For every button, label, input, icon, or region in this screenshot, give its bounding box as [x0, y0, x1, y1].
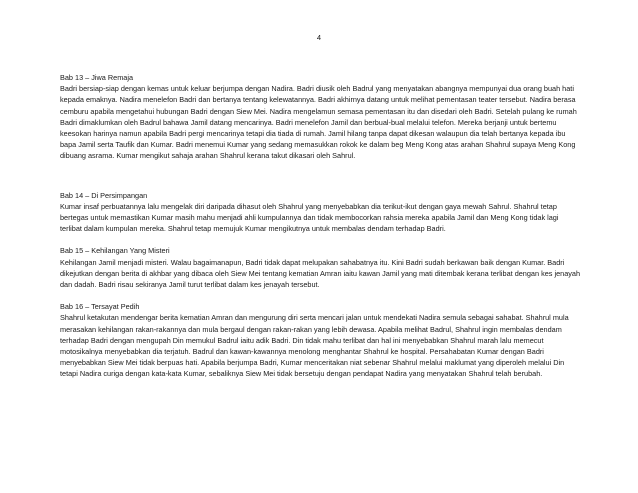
chapter-13-summary: Badri bersiap-siap dengan kemas untuk keluar berjumpa dengan Nadira. Badri diusik oleh Badrul yang menyatakan abangnya mempunyai dua orang buah hati kepada emaknya. Nadira menelefon Badri dan bertanya tentang kelewatannya. Badri akhirnya datang untuk melihat pementasan teater tersebut. Nadira berasa cemburu apabila mengetahui hubungan Badri dengan Siew Mei. Nadira mengelamun semasa pementasan itu dan disedari oleh Badri. Setelah pulang ke rumah Badri dimaklumkan oleh Badrul bahawa Jamil datang mencarinya. Badri menelefon Jamil dan berbual-bual melalui telefon. Mereka berjanji untuk bertemu keesokan harinya namun apabila Badri pergi mencarinya tetapi dia tiada di rumah. Jamil hilang tanpa dapat dikesan walaupun dia telah bertanya kepada ibu bapa Jamil serta Taufik dan Kumar. Badri menemui Kumar yang sedang memasukkan rokok ke dalam beg Meng Kong atas arahan Shahrul supaya Meng Kong dibuang asrama. Kumar mengikut sahaja arahan Shahrul kerana takut dikasari oleh Sahrul. — [60, 84, 577, 161]
chapter-15-summary: Kehilangan Jamil menjadi misteri. Walau bagaimanapun, Badri tidak dapat melupakan sahabatnya itu. Kini Badri sudah berkawan baik dengan Kumar. Badri dikejutkan dengan berita di akhbar yang dibaca oleh Siew Mei tentang kematian Amran iaitu kawan Jamil yang mati ditembak kerana terlibat dengan kes jenayah dan dadah. Badri risau sekiranya Jamil turut terlibat dalam kes jenayah tersebut. — [60, 257, 581, 290]
chapter-14-summary: Kumar insaf perbuatannya lalu mengelak diri daripada dihasut oleh Shahrul yang menyebabkan dia terikut-ikut dengan gaya mewah Sahrul. Shahrul tetap bertegas untuk memastikan Kumar masih mahu menjadi ahli kumpulannya dan tidak membocorkan rahsia mereka apabila Jamil dan Meng Kong tidak lagi terlibat dalam kumpulan mereka. Shahrul tetap memujuk Kumar mengikutnya untuk membalas dendam terhadap Badri. — [60, 201, 559, 234]
chapter-14 — [60, 190, 580, 235]
chapter-13-title: Bab 13 – Jiwa Remaja — [60, 73, 134, 82]
document-body — [60, 72, 580, 380]
chapter-16 — [60, 301, 580, 379]
chapter-13 — [60, 72, 580, 162]
chapter-16-summary: Shahrul ketakutan mendengar berita kematian Amran dan mengurung diri serta mencari jalan untuk mendekati Nadira semula sebagai sahabat. Shahrul mula merasakan kehilangan rakan-rakannya dan mula bergaul dengan rakan-rakan yang lebih dewasa. Apabila melihat Badrul, Shahrul ingin membalas dendam terhadap Badri dengan mengupah Din memukul Badrul iaitu adik Badri. Din tidak mahu terlibat dan hal ini menyebabkan Shahrul marah lalu memecut motosikalnya menyebabkan dia terjatuh. Badrul dan kawan-kawannya menolong menghantar Shahrul ke hospital. Persahabatan Kumar dengan Badri menyebabkan Siew Mei tidak berpuas hati. Apabila berjumpa Badri, Kumar menceritakan niat sebenar Shahrul melalui maklumat yang diperoleh melalui Din tetapi Nadira curiga dengan kata-kata Kumar, sebaliknya Siew Mei tidak bersetuju dengan pendapat Nadira yang menyatakan Shahrul telah berubah. — [60, 313, 569, 379]
chapter-15-title: Bab 15 – Kehilangan Yang Misteri — [60, 246, 170, 256]
chapter-15 — [60, 245, 580, 290]
page-number: 4 — [316, 33, 322, 42]
chapter-16-title: Bab 16 – Tersayat Pedih — [60, 302, 140, 312]
chapter-14-title: Bab 14 – Di Persimpangan — [60, 190, 148, 200]
